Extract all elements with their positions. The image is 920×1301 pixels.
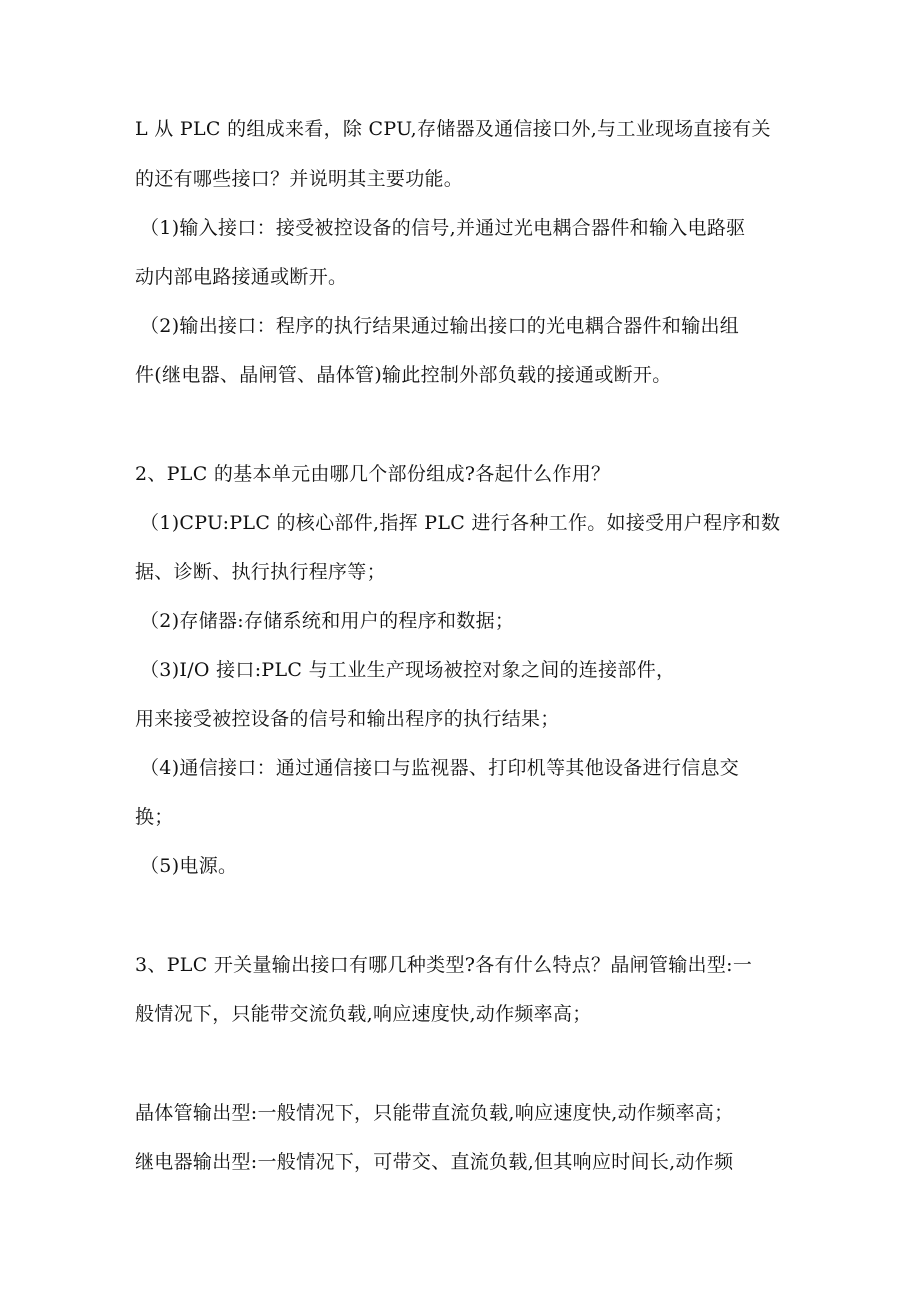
question-2-line-1: 2、PLC 的基本单元由哪几个部份组成?各起什么作用？: [135, 463, 611, 485]
question-3-line-2: 般情况下，只能带交流负载,响应速度快,动作频率高；: [135, 1003, 592, 1025]
answer-2-5-line-1: （5)电源。: [140, 855, 238, 877]
answer-2-1-line-2: 据、诊断、执行执行程序等；: [135, 561, 386, 583]
answer-2-3-line-1: （3)I/O 接口:PLC 与工业生产现场被控对象之间的连接部件，: [140, 659, 676, 681]
answer-3-transistor-line: 晶体管输出型:一般情况下，只能带直流负载,响应速度快,动作频率高；: [135, 1102, 734, 1124]
question-1-line-2: 的还有哪些接口？并说明其主要功能。: [135, 168, 464, 190]
answer-1-1-line-1: （1)输入接口：接受被控设备的信号,并通过光电耦合器件和输入电路驱: [140, 217, 746, 239]
answer-1-2-line-2: 件(继电器、晶闸管、晶体管)输此控制外部负载的接通或断开。: [135, 364, 672, 386]
answer-2-4-line-2: 换；: [135, 806, 174, 828]
answer-1-2-line-1: （2)输出接口：程序的执行结果通过输出接口的光电耦合器件和输出组: [140, 315, 740, 337]
answer-2-2-line-1: （2)存储器:存储系统和用户的程序和数据；: [140, 610, 515, 632]
answer-2-3-line-2: 用来接受被控设备的信号和输出程序的执行结果；: [135, 708, 560, 730]
answer-3-relay-line: 继电器输出型:一般情况下，可带交、直流负载,但其响应时间长,动作频: [135, 1151, 734, 1173]
question-1-line-1: L 从 PLC 的组成来看，除 CPU,存储器及通信接口外,与工业现场直接有关: [135, 118, 771, 140]
answer-2-1-line-1: （1)CPU:PLC 的核心部件,指挥 PLC 进行各种工作。如接受用户程序和数: [140, 512, 781, 534]
answer-2-4-line-1: （4)通信接口：通过通信接口与监视器、打印机等其他设备进行信息交: [140, 757, 740, 779]
question-3-line-1: 3、PLC 开关量输出接口有哪几种类型?各有什么特点？晶闸管输出型:一: [135, 954, 753, 976]
answer-1-1-line-2: 动内部电路接通或断开。: [135, 266, 348, 288]
